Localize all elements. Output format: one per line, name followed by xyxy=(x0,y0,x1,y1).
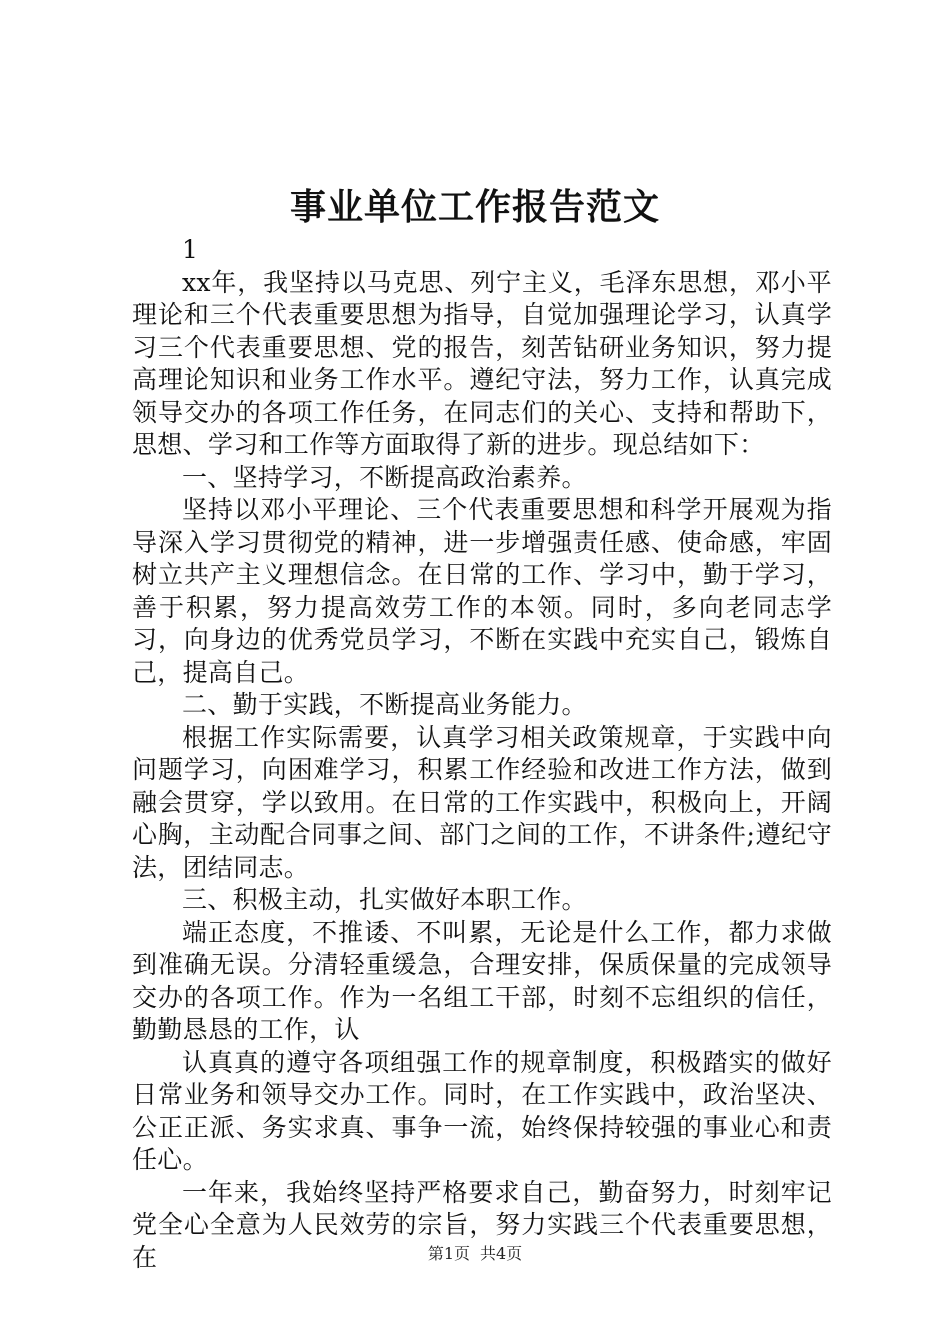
page-footer xyxy=(0,1243,950,1265)
paragraph-conclusion: 一年来，我始终坚持严格要求自己，勤奋努力，时刻牢记党全心全意为人民效劳的宗旨，努力实践三个代表重要思想，在 xyxy=(132,1177,832,1272)
page-number: 第1页 xyxy=(427,1244,470,1263)
heading-section-1: 一、坚持学习，不断提高政治素养。 xyxy=(182,462,587,492)
document-title: 事业单位工作报告范文 xyxy=(289,186,660,228)
paragraph-intro: xx年，我坚持以马克思、列宁主义，毛泽东思想，邓小平理论和三个代表重要思想为指导，自觉加强理论学习，认真学习三个代表重要思想、党的报告，刻苦钻研业务知识，努力提高理论知识和业务工作水平。遵纪守法，努力工作，认真完成领导交办的各项工作任务，在同志们的关心、支持和帮助下，思想、学习和工作等方面取得了新的进步。现总结如下： xyxy=(132,267,832,459)
heading-section-2: 二、勤于实践，不断提高业务能力。 xyxy=(182,690,587,719)
section-number: 1 xyxy=(182,235,199,264)
paragraph-section-3-continued: 认真真的遵守各项组强工作的规章制度，积极踏实的做好日常业务和领导交办工作。同时，在工作实践中，政治坚决、公正正派、务实求真、事争一流，始终保持较强的事业心和责任心。 xyxy=(132,1047,832,1174)
paragraph-section-2: 根据工作实际需要，认真学习相关政策规章，于实践中向问题学习，向困难学习，积累工作经验和改进工作方法，做到融会贯穿，学以致用。在日常的工作实践中，积极向上，开阔心胸，主动配合同事之间、部门之间的工作，不讲条件;遵纪守法，团结同志。 xyxy=(132,722,832,882)
heading-section-3: 三、积极主动，扎实做好本职工作。 xyxy=(182,885,587,914)
paragraph-section-3: 端正态度，不推诿、不叫累，无论是什么工作，都力求做到准确无误。分清轻重缓急，合理安排，保质保量的完成领导交办的各项工作。作为一名组工干部，时刻不忘组织的信任，勤勤恳恳的工作，认 xyxy=(132,917,832,1044)
page-total: 共4页 xyxy=(480,1244,523,1263)
document-body xyxy=(132,234,832,1274)
paragraph-section-1: 坚持以邓小平理论、三个代表重要思想和科学开展观为指导深入学习贯彻党的精神，进一步增强责任感、使命感，牢固树立共产主义理想信念。在日常的工作、学习中，勤于学习，善于积累，努力提高效劳工作的本领。同时，多向老同志学习，向身边的优秀党员学习，不断在实践中充实自己，锻炼自己，提高自己。 xyxy=(132,495,832,687)
